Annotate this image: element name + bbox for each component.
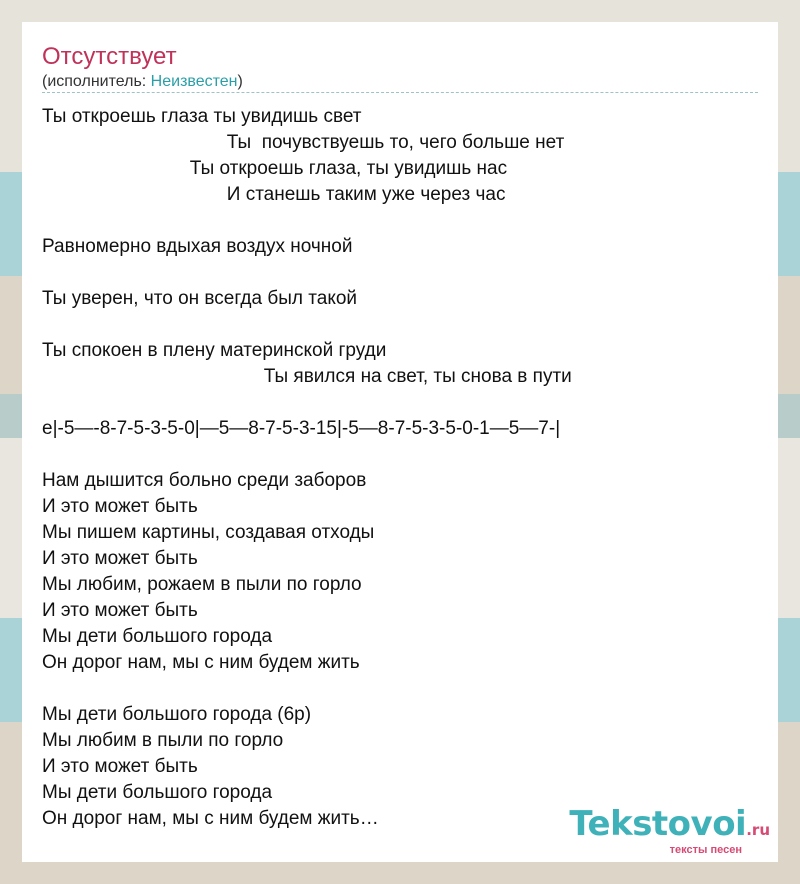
lyric-line: Мы любим, рожаем в пыли по горло xyxy=(42,574,362,595)
lyric-line: Мы дети большого города xyxy=(42,782,273,803)
logo-tld: .ru xyxy=(746,821,770,839)
lyric-line: Ты явился на свет, ты снова в пути xyxy=(42,366,572,387)
lyric-line: Он дорог нам, мы с ним будем жить… xyxy=(42,808,379,829)
lyric-line: Мы пишем картины, создавая отходы xyxy=(42,522,375,543)
lyric-line: Мы дети большого города (6р) xyxy=(42,704,312,725)
artist-suffix: ) xyxy=(237,73,243,90)
lyrics-body xyxy=(42,104,758,832)
lyric-blank-line xyxy=(42,208,758,234)
song-title: Отсутствует xyxy=(42,43,177,70)
lyric-line: Равномерно вдыхая воздух ночной xyxy=(42,236,353,257)
lyric-line: Ты откроешь глаза ты увидишь свет xyxy=(42,106,362,127)
logo-name: Tekstovoi xyxy=(569,804,747,844)
artist-line xyxy=(42,72,243,92)
lyric-line: И это может быть xyxy=(42,496,198,517)
title-divider xyxy=(42,92,758,93)
lyric-blank-line xyxy=(42,676,758,702)
logo-tagline: тексты песен xyxy=(669,844,742,856)
site-logo[interactable] xyxy=(569,806,770,856)
lyric-line: е|-5—-8-7-5-3-5-0|—5—8-7-5-3-15|-5—8-7-5-3-5-0-1—5—7-| xyxy=(42,418,561,439)
lyric-blank-line xyxy=(42,390,758,416)
lyrics-card xyxy=(22,22,778,862)
lyric-blank-line xyxy=(42,442,758,468)
logo-wordmark xyxy=(569,806,770,848)
lyric-line: Ты откроешь глаза, ты увидишь нас xyxy=(42,158,508,179)
lyric-blank-line xyxy=(42,312,758,338)
lyric-line: Мы дети большого города xyxy=(42,626,273,647)
lyric-line: И это может быть xyxy=(42,548,198,569)
lyric-line: Нам дышится больно среди заборов xyxy=(42,470,367,491)
lyric-line: И это может быть xyxy=(42,756,198,777)
lyric-line: Мы любим в пыли по горло xyxy=(42,730,284,751)
lyric-line: И станешь таким уже через час xyxy=(42,184,506,205)
lyric-line: Ты уверен, что он всегда был такой xyxy=(42,288,358,309)
lyric-blank-line xyxy=(42,260,758,286)
lyric-line: И это может быть xyxy=(42,600,198,621)
artist-prefix: (исполнитель: xyxy=(42,73,151,90)
artist-link[interactable]: Неизвестен xyxy=(150,73,238,90)
lyric-line: Он дорог нам, мы с ним будем жить xyxy=(42,652,360,673)
lyric-line: Ты спокоен в плену материнской груди xyxy=(42,340,387,361)
lyric-line: Ты почувствуешь то, чего больше нет xyxy=(42,132,565,153)
